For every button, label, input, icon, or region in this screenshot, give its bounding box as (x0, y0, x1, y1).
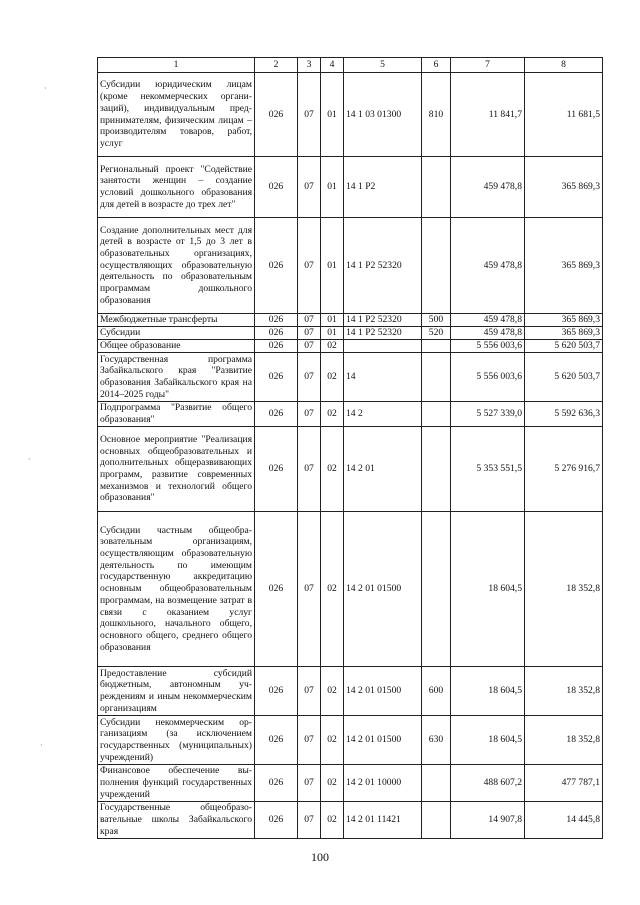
cell-c4: 02 (321, 512, 344, 667)
table-row (98, 667, 603, 716)
cell-c8: 5 620 503,7 (525, 340, 603, 353)
table-row (98, 157, 603, 218)
cell-c6: 520 (422, 327, 451, 340)
cell-c5: 14 2 01 01500 (344, 512, 422, 667)
cell-c4: 01 (321, 73, 344, 157)
cell-c2: 026 (255, 327, 298, 340)
budget-table (97, 57, 603, 839)
cell-c5: 14 1 03 01300 (344, 73, 422, 157)
cell-c5: 14 2 01 01500 (344, 667, 422, 716)
column-header: 6 (422, 58, 451, 73)
cell-c3: 07 (298, 402, 321, 427)
cell-c6 (422, 218, 451, 314)
cell-c6 (422, 427, 451, 512)
cell-c8: 365 869,3 (525, 218, 603, 314)
cell-c4: 02 (321, 765, 344, 802)
cell-c5: 14 1 P2 52320 (344, 314, 422, 327)
table-header-row (98, 58, 603, 73)
cell-c6 (422, 402, 451, 427)
table-row (98, 340, 603, 353)
margin-mark: · (44, 84, 47, 93)
cell-c8: 18 352,8 (525, 716, 603, 765)
cell-c4: 01 (321, 218, 344, 314)
column-header: 4 (321, 58, 344, 73)
cell-c8: 5 276 916,7 (525, 427, 603, 512)
cell-c5: 14 1 P2 52320 (344, 218, 422, 314)
cell-c5: 14 (344, 353, 422, 402)
cell-name: Государственная программа Забайкальского края "Развитие образования Забайкальского края на 2014–2025 годы" (98, 353, 255, 402)
cell-c2: 026 (255, 314, 298, 327)
table-body (98, 73, 603, 839)
cell-c5: 14 2 01 01500 (344, 716, 422, 765)
column-header: 5 (344, 58, 422, 73)
cell-name: Предоставление субсидий бюджетным, автономным учреждениям и иным некоммерческим организациям (98, 667, 255, 716)
column-header: 3 (298, 58, 321, 73)
cell-c2: 026 (255, 340, 298, 353)
cell-name: Общее образование (98, 340, 255, 353)
cell-c7: 488 607,2 (451, 765, 525, 802)
cell-c5 (344, 340, 422, 353)
cell-c3: 07 (298, 218, 321, 314)
cell-c7: 18 604,5 (451, 716, 525, 765)
column-header: 7 (451, 58, 525, 73)
cell-name: Государственные общеобразовательные школы Забайкальского края (98, 802, 255, 839)
cell-c8: 18 352,8 (525, 667, 603, 716)
cell-c7: 5 556 003,6 (451, 340, 525, 353)
cell-c2: 026 (255, 157, 298, 218)
cell-c4: 02 (321, 667, 344, 716)
cell-c5: 14 2 01 10000 (344, 765, 422, 802)
cell-c4: 01 (321, 314, 344, 327)
cell-c7: 11 841,7 (451, 73, 525, 157)
cell-c4: 02 (321, 340, 344, 353)
cell-name: Региональный проект "Содействие занятости женщин – создание условий дошкольного образования для детей в возрасте до трех лет" (98, 157, 255, 218)
cell-c6 (422, 802, 451, 839)
cell-c6 (422, 765, 451, 802)
cell-c2: 026 (255, 716, 298, 765)
page-number: 100 (311, 850, 329, 864)
table-row (98, 427, 603, 512)
cell-c3: 07 (298, 353, 321, 402)
column-header: 8 (525, 58, 603, 73)
table-row (98, 314, 603, 327)
cell-c7: 18 604,5 (451, 667, 525, 716)
table-row (98, 512, 603, 667)
cell-c3: 07 (298, 73, 321, 157)
cell-c6: 500 (422, 314, 451, 327)
column-header: 2 (255, 58, 298, 73)
cell-c6: 810 (422, 73, 451, 157)
margin-mark: · (28, 455, 31, 464)
cell-c7: 18 604,5 (451, 512, 525, 667)
column-header: 1 (98, 58, 255, 73)
cell-c3: 07 (298, 667, 321, 716)
cell-c8: 14 445,8 (525, 802, 603, 839)
cell-c4: 02 (321, 716, 344, 765)
cell-c3: 07 (298, 314, 321, 327)
cell-c7: 459 478,8 (451, 314, 525, 327)
cell-c2: 026 (255, 73, 298, 157)
cell-c2: 026 (255, 802, 298, 839)
cell-c5: 14 1 P2 (344, 157, 422, 218)
cell-c8: 477 787,1 (525, 765, 603, 802)
cell-name: Субсидии некоммерческим организациям (за исключением государственных (муниципальных) учреждений) (98, 716, 255, 765)
margin-mark: · (40, 741, 43, 750)
cell-c6: 630 (422, 716, 451, 765)
cell-c2: 026 (255, 765, 298, 802)
cell-c3: 07 (298, 802, 321, 839)
cell-c3: 07 (298, 327, 321, 340)
table-row (98, 716, 603, 765)
cell-c8: 18 352,8 (525, 512, 603, 667)
cell-c7: 459 478,8 (451, 218, 525, 314)
cell-c4: 02 (321, 402, 344, 427)
cell-c2: 026 (255, 353, 298, 402)
cell-name: Субсидии (98, 327, 255, 340)
cell-c3: 07 (298, 340, 321, 353)
cell-c7: 5 556 003,6 (451, 353, 525, 402)
cell-name: Создание дополнительных мест для детей в возрасте от 1,5 до 3 лет в образовательных организациях, осуществляющих образовательную деятельность по образовательным программам дошкольного образования (98, 218, 255, 314)
cell-c8: 5 592 636,3 (525, 402, 603, 427)
cell-c7: 5 353 551,5 (451, 427, 525, 512)
cell-c4: 02 (321, 353, 344, 402)
cell-c8: 365 869,3 (525, 314, 603, 327)
table-row (98, 402, 603, 427)
cell-c6: 600 (422, 667, 451, 716)
cell-c3: 07 (298, 765, 321, 802)
cell-c6 (422, 340, 451, 353)
table-row (98, 218, 603, 314)
cell-c3: 07 (298, 716, 321, 765)
table-row (98, 73, 603, 157)
cell-c4: 02 (321, 427, 344, 512)
table-row (98, 802, 603, 839)
cell-c8: 5 620 503,7 (525, 353, 603, 402)
cell-name: Финансовое обеспечение выполнения функций государственных учреждений (98, 765, 255, 802)
cell-c6 (422, 512, 451, 667)
cell-name: Субсидии частным общеобразовательным организациям, осуществляющим образовательную деятельность по имеющим государственную аккредитацию основным общеобразовательным программам, на возмещение затрат в связи с оказанием услуг дошкольного, начального общего, основного общего, среднего общего образования (98, 512, 255, 667)
cell-c2: 026 (255, 512, 298, 667)
cell-name: Основное мероприятие "Реализация основных общеобразовательных и дополнительных общеразвивающих программ, развитие современных механизмов и технологий общего образования" (98, 427, 255, 512)
cell-name: Подпрограмма "Развитие общего образования" (98, 402, 255, 427)
cell-c2: 026 (255, 402, 298, 427)
cell-c6 (422, 157, 451, 218)
cell-c4: 01 (321, 157, 344, 218)
cell-name: Межбюджетные трансферты (98, 314, 255, 327)
cell-c5: 14 1 P2 52320 (344, 327, 422, 340)
cell-c3: 07 (298, 157, 321, 218)
cell-c7: 459 478,8 (451, 157, 525, 218)
cell-c8: 365 869,3 (525, 327, 603, 340)
cell-c3: 07 (298, 427, 321, 512)
cell-c6 (422, 353, 451, 402)
table-row (98, 327, 603, 340)
cell-c5: 14 2 01 (344, 427, 422, 512)
cell-c7: 14 907,8 (451, 802, 525, 839)
cell-name: Субсидии юридическим лицам (кроме некоммерческих организаций), индивидуальным предпринимателям, физическим лицам – производителям товаров, работ, услуг (98, 73, 255, 157)
cell-c8: 365 869,3 (525, 157, 603, 218)
cell-c5: 14 2 01 11421 (344, 802, 422, 839)
cell-c5: 14 2 (344, 402, 422, 427)
cell-c2: 026 (255, 427, 298, 512)
cell-c2: 026 (255, 667, 298, 716)
table-row (98, 765, 603, 802)
cell-c2: 026 (255, 218, 298, 314)
cell-c8: 11 681,5 (525, 73, 603, 157)
table-row (98, 353, 603, 402)
cell-c7: 5 527 339,0 (451, 402, 525, 427)
cell-c4: 01 (321, 327, 344, 340)
cell-c3: 07 (298, 512, 321, 667)
cell-c4: 02 (321, 802, 344, 839)
cell-c7: 459 478,8 (451, 327, 525, 340)
